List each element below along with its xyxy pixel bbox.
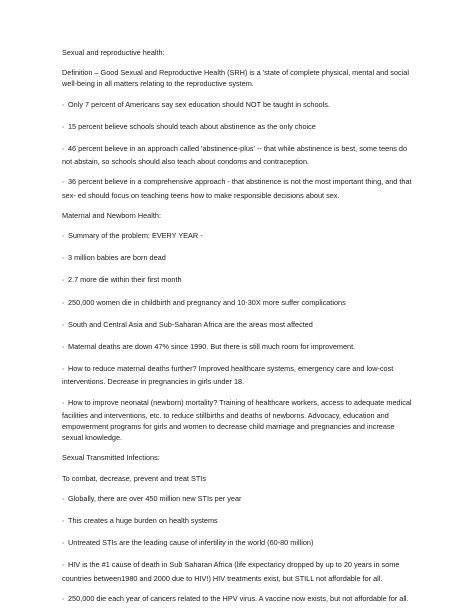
- bullet-paragraph: [62, 515, 414, 528]
- bullet-paragraph: [62, 274, 414, 287]
- text-paragraph: [62, 210, 414, 221]
- paragraph-text: To combat, decrease, prevent and treat STIs: [62, 473, 206, 483]
- paragraph-text: Untreated STIs are the leading cause of infertility in the world (60-80 million): [68, 538, 314, 548]
- paragraph-text: Sexual and reproductive health:: [62, 48, 165, 57]
- bullet-paragraph: [62, 252, 414, 265]
- text-paragraph: [62, 452, 414, 463]
- bullet-paragraph: [62, 297, 414, 310]
- bullet-icon: ▫: [62, 234, 65, 241]
- bullet-icon: ▫: [62, 519, 65, 526]
- paragraph-text: HIV is the #1 cause of death in Sub Saharan Africa (life expectancy dropped by up to 20 years in some countries between1980 and 2000 due to HIV!) HIV treatments exist, but STILL not affordable for all.: [62, 560, 400, 583]
- bullet-paragraph: [62, 341, 414, 354]
- bullet-icon: ▫: [62, 278, 65, 285]
- paragraph-text: Only 7 percent of Americans say sex education should NOT be taught in schools.: [68, 99, 330, 109]
- bullet-icon: ▫: [62, 367, 65, 374]
- paragraph-text: Maternal deaths are down 47% since 1990. But there is still much room for improvement.: [68, 342, 356, 352]
- bullet-icon: ▫: [62, 400, 65, 407]
- paragraph-text: Definition – Good Sexual and Reproductive Health (SRH) is a 'state of complete physical, mental and social well-being in all matters relating to the reproductive system.: [62, 68, 409, 89]
- paragraph-text: 2.7 more die within their first month: [68, 275, 182, 285]
- paragraph-text: 250,000 women die in childbirth and pregnancy and 10-30X more suffer complications: [68, 297, 346, 307]
- paragraph-text: 15 percent believe schools should teach about abstinence as the only choice: [68, 121, 316, 131]
- text-paragraph: [62, 473, 414, 484]
- bullet-icon: ▫: [62, 300, 65, 307]
- paragraph-text: Maternal and Newborn Health:: [62, 210, 161, 220]
- bullet-paragraph: [62, 537, 414, 550]
- bullet-paragraph: [62, 397, 414, 444]
- paragraph-text: Summary of the problem: EVERY YEAR -: [68, 231, 203, 241]
- bullet-icon: ▫: [62, 322, 65, 329]
- bullet-icon: ▫: [62, 496, 65, 503]
- paragraph-text: Sexual Transmitted Infections:: [62, 453, 160, 463]
- bullet-paragraph: [62, 99, 414, 112]
- paragraph-text: This creates a huge burden on health systems: [68, 516, 218, 526]
- paragraph-text: Globally, there are over 450 million new STIs per year: [68, 493, 242, 503]
- document-body: [62, 47, 414, 615]
- paragraph-text: 250,000 die each year of cancers related to the HPV virus. A vaccine now exists, but not affordable for all.: [68, 593, 409, 603]
- bullet-icon: ▫: [62, 124, 65, 131]
- bullet-icon: ▫: [62, 596, 65, 603]
- text-paragraph: [62, 47, 414, 58]
- bullet-icon: ▫: [62, 102, 65, 109]
- bullet-paragraph: [62, 176, 414, 200]
- bullet-paragraph: [62, 363, 414, 387]
- bullet-icon: ▫: [62, 256, 65, 263]
- bullet-icon: ▫: [62, 563, 65, 570]
- paragraph-text: 46 percent believe in an approach called 'abstinence-plus' -- that while abstinence is best, some teens do not abstain, so schools should also teach about condoms and contraception.: [62, 144, 408, 167]
- paragraph-text: How to improve neonatal (newborn) mortality? Training of healthcare workers, access to adequate medical facilities and interventions, etc. to reduce stillbirths and deaths of newborns. Advocacy, education and empowerment programs for girls and women to decrease child marriage and pregnancies and increase sexual knowledge.: [62, 397, 412, 443]
- bullet-paragraph: [62, 121, 414, 134]
- paragraph-text: 3 million babies are born dead: [68, 253, 166, 263]
- paragraph-text: How to reduce maternal deaths further? Improved healthcare systems, emergency care and low-cost interventions. Decrease in pregnancies in girls under 18.: [62, 364, 394, 387]
- bullet-icon: ▫: [62, 147, 65, 154]
- bullet-paragraph: [62, 319, 414, 332]
- text-paragraph: [62, 67, 414, 89]
- bullet-icon: ▫: [62, 180, 65, 187]
- bullet-paragraph: [62, 493, 414, 506]
- paragraph-text: South and Central Asia and Sub-Saharan Africa are the areas most affected: [68, 319, 313, 329]
- bullet-icon: ▫: [62, 345, 65, 352]
- paragraph-text: 36 percent believe in a comprehensive approach - that abstinence is not the most important thing, and that sex- ed should focus on teaching teens how to make responsible decisions about sex.: [62, 177, 412, 200]
- bullet-paragraph: [62, 593, 414, 606]
- bullet-paragraph: [62, 559, 414, 583]
- bullet-icon: ▫: [62, 541, 65, 548]
- bullet-paragraph: [62, 230, 414, 243]
- bullet-paragraph: [62, 143, 414, 167]
